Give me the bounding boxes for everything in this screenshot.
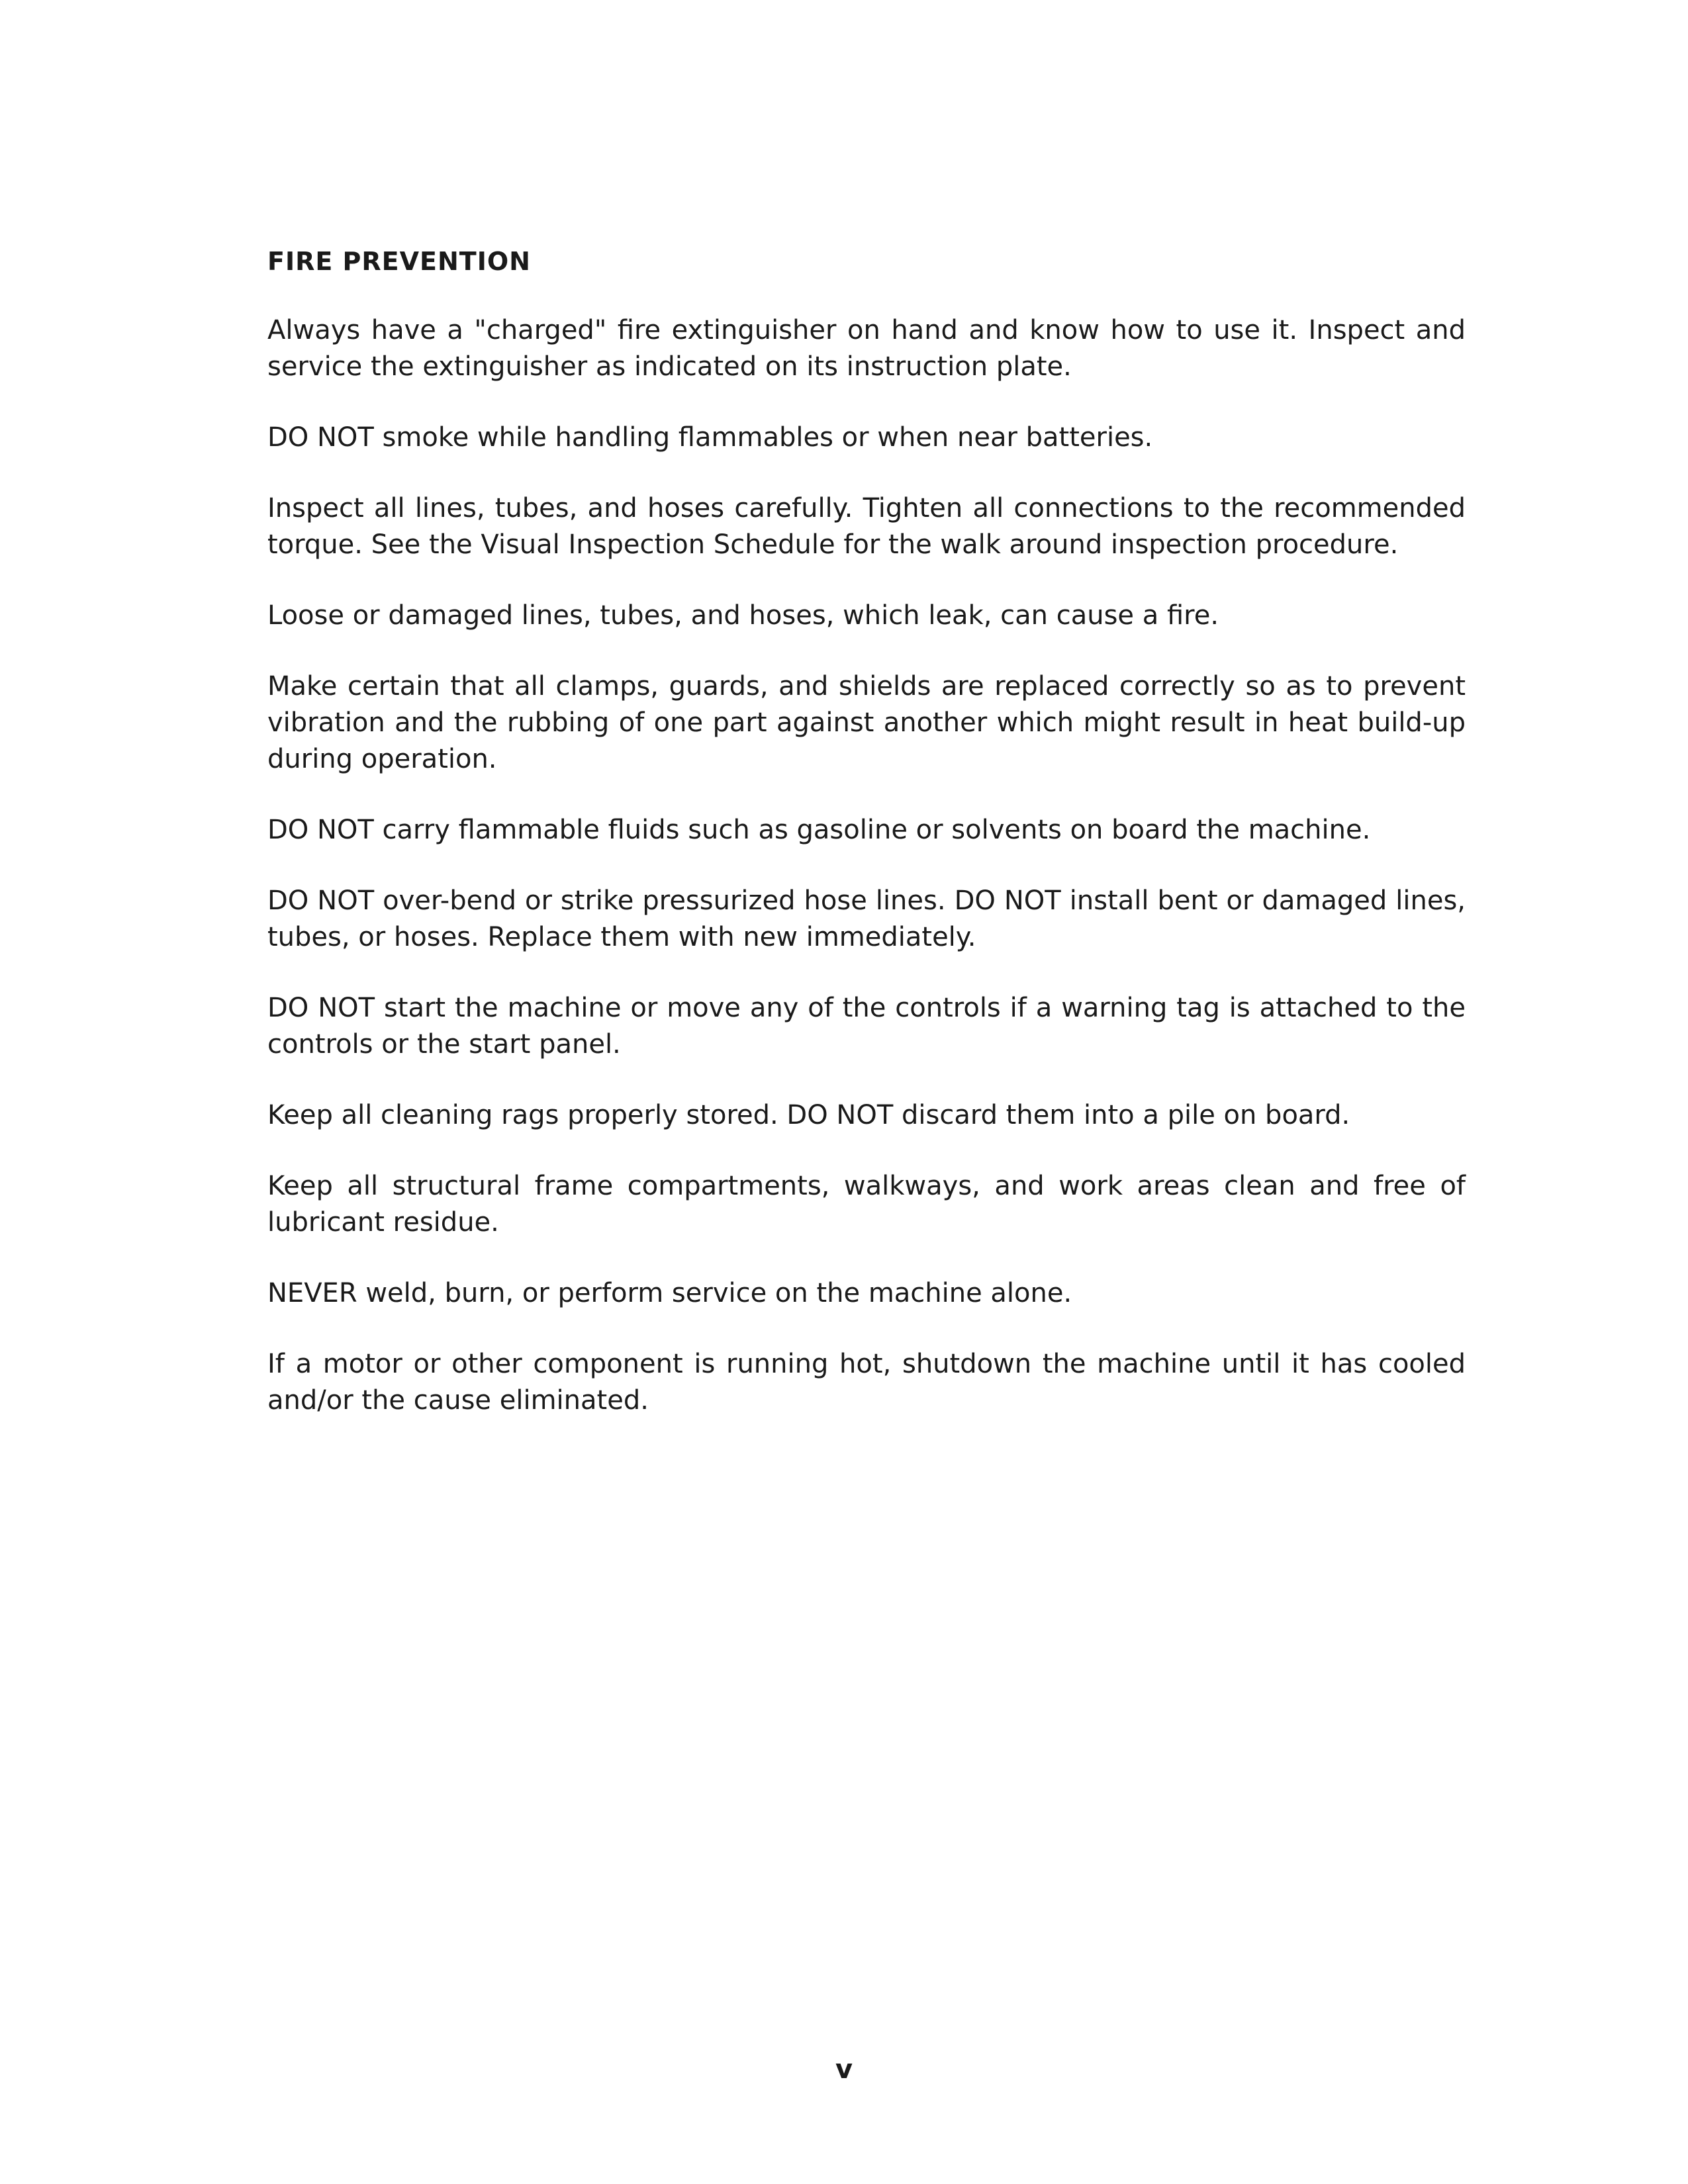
paragraph-cleaning-rags: Keep all cleaning rags properly stored. DO NOT discard them into a pile on board.: [267, 1100, 1350, 1130]
paragraph-clamps-guards: Make certain that all clamps, guards, and shields are replaced correctly so as to prevent vibration and the rubbing of one part against another which might result in heat build-up during operation.: [267, 671, 1466, 774]
paragraph-never-alone: NEVER weld, burn, or perform service on the machine alone.: [267, 1278, 1072, 1308]
paragraph-inspect-lines: Inspect all lines, tubes, and hoses carefully. Tighten all connections to the recommended torque. See the Visual Inspection Schedule for the walk around inspection procedure.: [267, 493, 1466, 560]
paragraph-flammable-fluids: DO NOT carry flammable fluids such as gasoline or solvents on board the machine.: [267, 815, 1371, 845]
section-heading: FIRE PREVENTION: [267, 247, 531, 276]
page-content: [267, 244, 1466, 1453]
paragraph-clean-areas: Keep all structural frame compartments, walkways, and work areas clean and free of lubricant residue.: [267, 1171, 1466, 1238]
paragraph-running-hot: If a motor or other component is running hot, shutdown the machine until it has cooled and/or the cause eliminated.: [267, 1349, 1466, 1416]
paragraph-no-smoking: DO NOT smoke while handling flammables or when near batteries.: [267, 422, 1153, 453]
page-number: v: [835, 2054, 853, 2085]
paragraph-loose-lines: Loose or damaged lines, tubes, and hoses, which leak, can cause a fire.: [267, 600, 1219, 631]
paragraph-fire-extinguisher: Always have a "charged" fire extinguisher on hand and know how to use it. Inspect and service the extinguisher as indicated on its instruction plate.: [267, 315, 1466, 382]
paragraph-warning-tag: DO NOT start the machine or move any of the controls if a warning tag is attached to the controls or the start panel.: [267, 993, 1466, 1060]
paragraph-hose-lines: DO NOT over-bend or strike pressurized hose lines. DO NOT install bent or damaged lines, tubes, or hoses. Replace them with new immediately.: [267, 886, 1466, 952]
